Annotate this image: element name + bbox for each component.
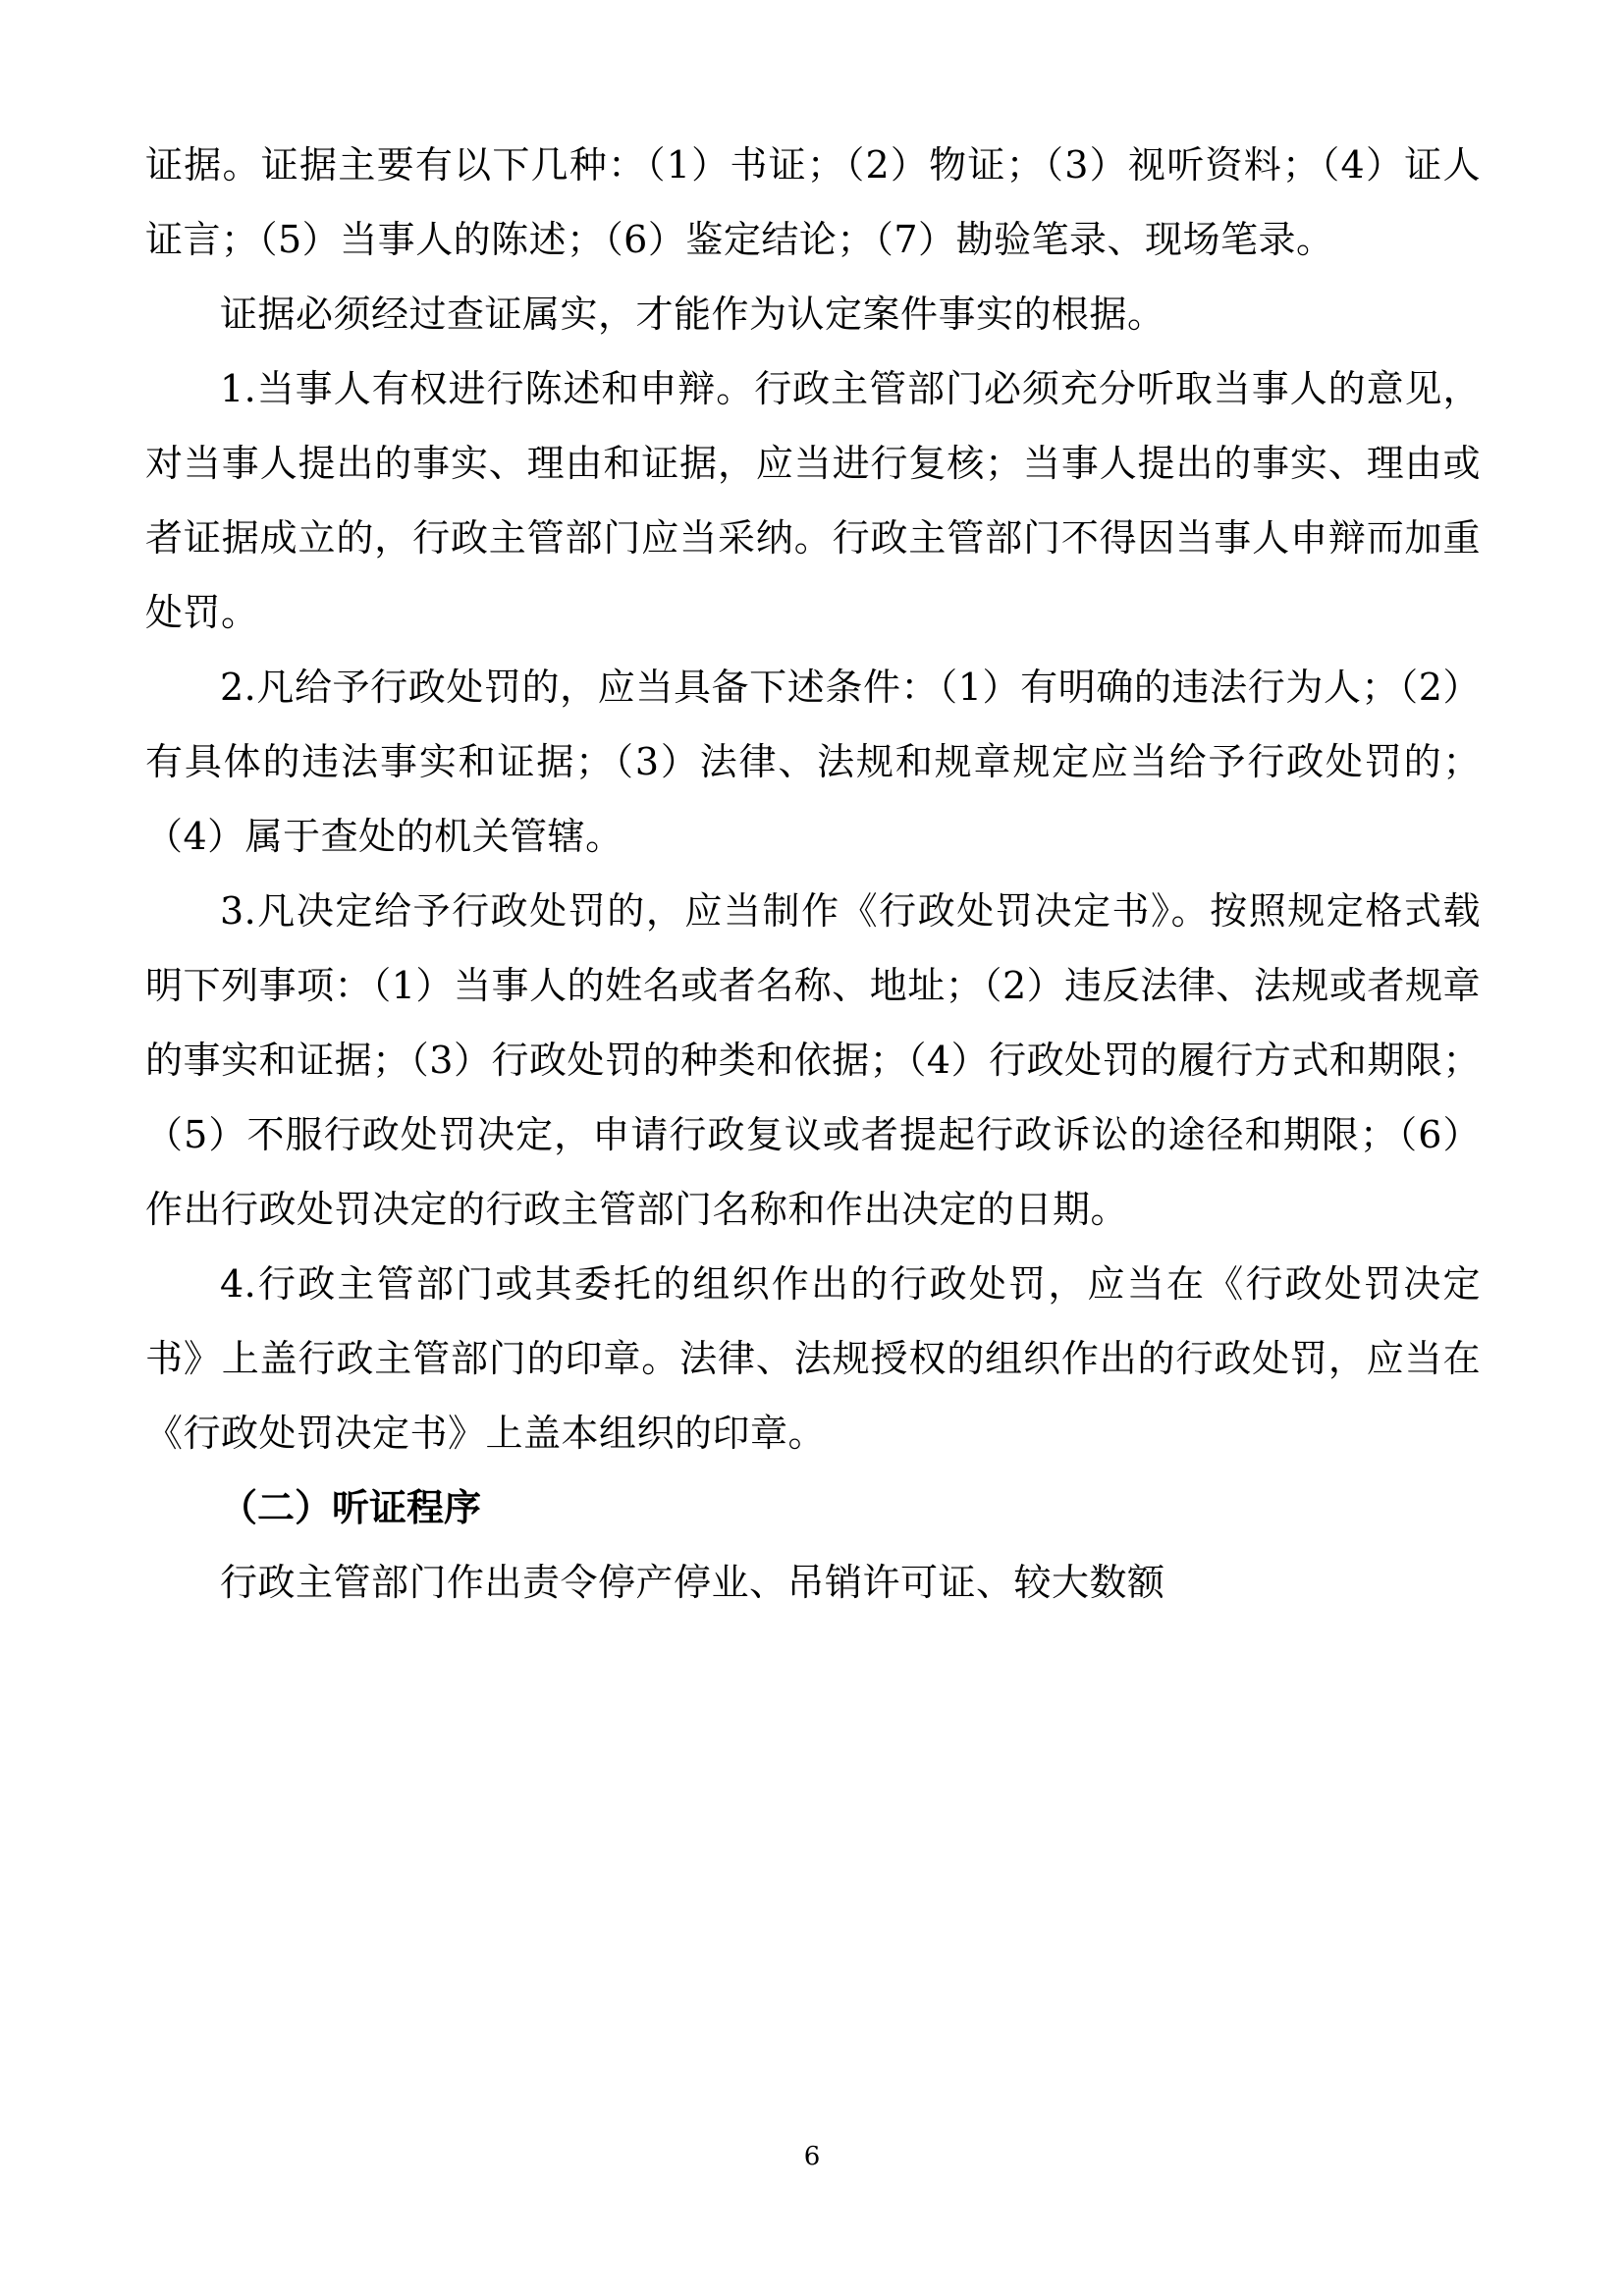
paragraph-item-3: 3.凡决定给予行政处罚的，应当制作《行政处罚决定书》。按照规定格式载明下列事项：（1）当事人的姓名或者名称、地址；（2）违反法律、法规或者规章的事实和证据；（3）行政处罚的种类和依据；（4）行政处罚的履行方式和期限；（5）不服行政处罚决定，申请行政复议或者提起行政诉讼的途径和期限；（6）作出行政处罚决定的行政主管部门名称和作出决定的日期。: [145, 889, 1481, 1231]
paragraph-item-4: 4.行政主管部门或其委托的组织作出的行政处罚，应当在《行政处罚决定书》上盖行政主管部门的印章。法律、法规授权的组织作出的行政处罚，应当在《行政处罚决定书》上盖本组织的印章。: [145, 1262, 1481, 1455]
paragraph-evidence-types: 证据。证据主要有以下几种：（1）书证；（2）物证；（3）视听资料；（4）证人证言；（5）当事人的陈述；（6）鉴定结论；（7）勘验笔录、现场笔录。: [145, 143, 1481, 261]
paragraph-item-2: 2.凡给予行政处罚的，应当具备下述条件：（1）有明确的违法行为人；（2）有具体的违法事实和证据；（3）法律、法规和规章规定应当给予行政处罚的；（4）属于查处的机关管辖。: [145, 666, 1481, 858]
page-number: 6: [803, 2142, 821, 2171]
paragraph-evidence-verification: 证据必须经过查证属实，才能作为认定案件事实的根据。: [220, 293, 1165, 336]
paragraph-hearing-intro: 行政主管部门作出责令停产停业、吊销许可证、较大数额: [220, 1561, 1165, 1604]
paragraph-item-1: 1.当事人有权进行陈述和申辩。行政主管部门必须充分听取当事人的意见，对当事人提出的事实、理由和证据，应当进行复核；当事人提出的事实、理由或者证据成立的，行政主管部门应当采纳。行政主管部门不得因当事人申辩而加重处罚。: [145, 367, 1481, 634]
document-body: [145, 128, 1481, 1620]
section-heading-hearing-procedure: （二）听证程序: [220, 1485, 482, 1529]
